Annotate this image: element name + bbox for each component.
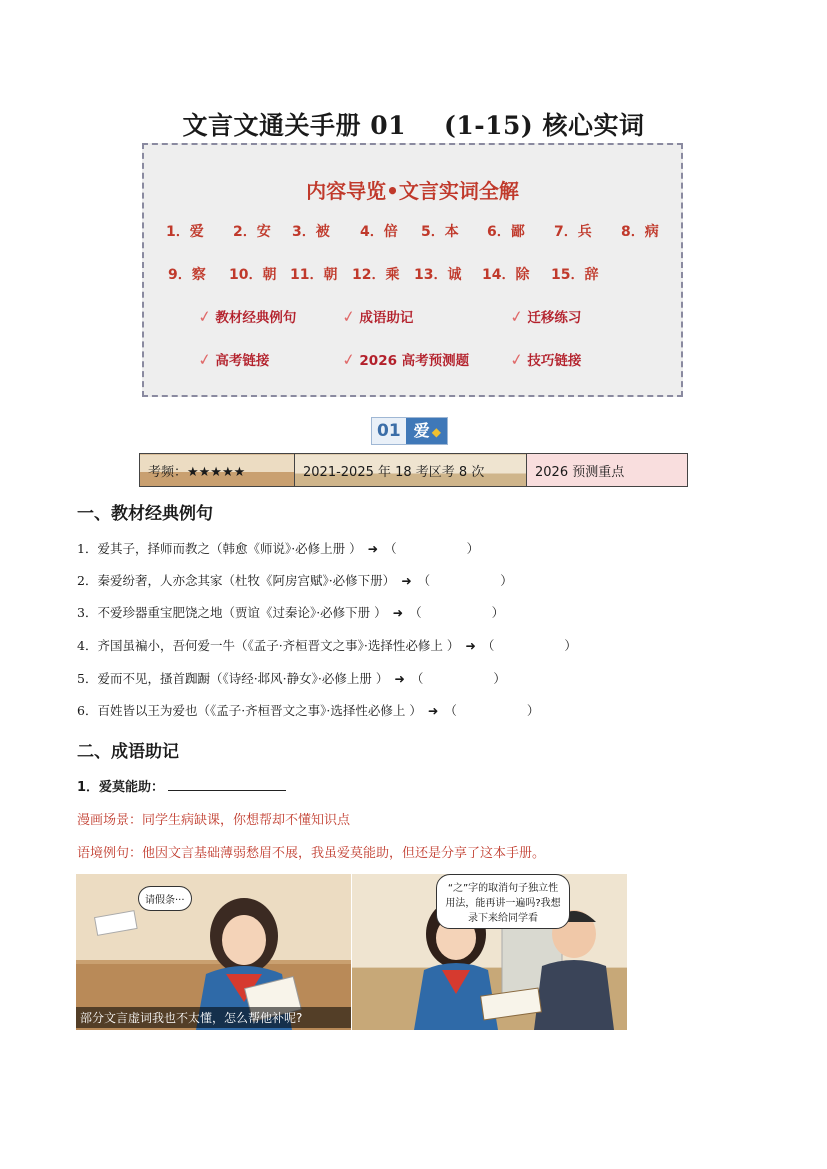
example-text: 1．爱其子，择师而教之（韩愈《师说》·必修上册 ）	[77, 541, 362, 556]
example-item	[77, 669, 506, 687]
check-icon: ✓	[340, 349, 357, 370]
comic-panel-left	[76, 874, 351, 1030]
title-range: (1-15)	[444, 111, 534, 140]
word-item: 2．安	[233, 224, 271, 240]
paren-open: （	[481, 638, 495, 653]
arrow-icon: ➜	[392, 605, 404, 620]
example-text: 6．百姓皆以王为爱也（《孟子·齐桓晋文之事》·选择性必修上 ）	[77, 703, 422, 718]
paren-open: （	[417, 573, 431, 588]
word-item: 5．本	[421, 224, 459, 240]
context-sentence: 语境例句：他因文言基础薄弱愁眉不展，我虽爱莫能助，但还是分享了这本手册。	[77, 846, 546, 861]
feature-label: 成语助记	[359, 310, 414, 326]
example-item	[77, 701, 539, 719]
arrow-icon: ➜	[465, 638, 476, 653]
title-main: 文言文通关手册 01	[182, 111, 407, 140]
example-item	[77, 539, 479, 557]
example-item	[77, 571, 513, 589]
check-icon: ✓	[196, 349, 213, 370]
paren-close: ）	[466, 541, 480, 556]
word-item: 1．爱	[166, 224, 204, 240]
freq-cell: 考频：★★★★★	[140, 454, 295, 487]
word-item: 3．被	[292, 224, 330, 240]
prediction-cell: 2026 预测重点	[527, 454, 688, 487]
check-icon: ✓	[508, 306, 525, 327]
paren-close: ）	[500, 573, 513, 588]
comic-caption: 部分文言虚词我也不太懂，怎么帮他补呢?	[76, 1007, 351, 1028]
arrow-icon: ➜	[367, 541, 379, 556]
speech-bubble: “之”字的取消句子独立性用法，能再讲一遍吗?我想录下来给同学看	[436, 874, 570, 929]
example-text: 4．齐国虽褊小，吾何爱一牛（《孟子·齐桓晋文之事》·选择性必修上 ）	[77, 638, 460, 653]
feature-item	[198, 306, 296, 326]
idiom-item	[77, 776, 286, 795]
feature-label: 2026 高考预测题	[359, 353, 470, 369]
arrow-icon: ➜	[401, 573, 412, 588]
arrow-icon: ➜	[394, 671, 405, 686]
word-item: 7．兵	[554, 224, 592, 240]
word-item: 12．乘	[352, 267, 400, 283]
word-item: 14．除	[482, 267, 530, 283]
badge-number: 01	[372, 418, 406, 444]
badge-word	[406, 418, 447, 444]
paren-close: ）	[564, 638, 577, 653]
overview-title: 内容导览•文言实词全解	[306, 179, 519, 203]
feature-label: 教材经典例句	[215, 310, 297, 326]
feature-label: 技巧链接	[527, 353, 582, 369]
word-item: 4．倍	[360, 224, 398, 240]
title-topic: 核心实词	[542, 111, 645, 140]
paren-close: ）	[493, 671, 506, 686]
section-heading: 一、教材经典例句	[77, 504, 213, 524]
section-heading: 二、成语助记	[77, 742, 179, 762]
check-icon: ✓	[508, 349, 525, 370]
diamond-icon: ◆	[431, 425, 441, 439]
example-text: 5．爱而不见，搔首踟蹰（《诗经·邶风·静女》·必修上册 ）	[77, 671, 389, 686]
word-item: 13．诚	[414, 267, 462, 283]
feature-item	[342, 349, 469, 369]
answer-line[interactable]	[168, 778, 286, 791]
feature-item	[510, 349, 581, 369]
paren-open: （	[409, 605, 422, 620]
comic-scene-text: 漫画场景：同学生病缺课，你想帮却不懂知识点	[77, 813, 351, 828]
word-item: 15．辞	[551, 267, 599, 283]
word-item: 8．病	[621, 224, 659, 240]
word-item: 11．朝	[290, 267, 338, 283]
example-text: 3．不爱珍器重宝肥饶之地（贾谊《过秦论》·必修下册 ）	[77, 605, 387, 620]
paren-close: ）	[526, 703, 540, 718]
frequency-table	[139, 453, 688, 487]
word-item: 9．察	[168, 267, 206, 283]
word-item: 10．朝	[229, 267, 277, 283]
paren-open: （	[410, 671, 424, 686]
content-overview-panel	[142, 143, 683, 397]
arrow-icon: ➜	[427, 703, 439, 718]
example-item	[77, 603, 504, 621]
example-text: 2．秦爱纷奢，人亦念其家（杜牧《阿房宫赋》·必修下册）	[77, 573, 396, 588]
comic-panel-right	[352, 874, 627, 1030]
word-item: 6．鄙	[487, 224, 525, 240]
paren-open: （	[444, 703, 457, 718]
idiom-label: 1．爱莫能助：	[77, 780, 165, 795]
table-row	[140, 454, 688, 487]
check-icon: ✓	[340, 306, 357, 327]
feature-label: 迁移练习	[527, 310, 582, 326]
feature-item	[198, 349, 269, 369]
count-cell: 2021-2025 年 18 考区考 8 次	[295, 454, 527, 487]
feature-label: 高考链接	[215, 353, 270, 369]
page-title	[0, 106, 827, 142]
badge-word-text: 爱	[413, 421, 430, 440]
paren-open: （	[384, 541, 397, 556]
feature-item	[342, 306, 413, 326]
word-badge	[371, 417, 448, 445]
paren-close: ）	[491, 605, 505, 620]
speech-bubble: 请假条···	[138, 886, 192, 911]
check-icon: ✓	[196, 306, 213, 327]
example-item	[77, 636, 577, 654]
feature-item	[510, 306, 581, 326]
